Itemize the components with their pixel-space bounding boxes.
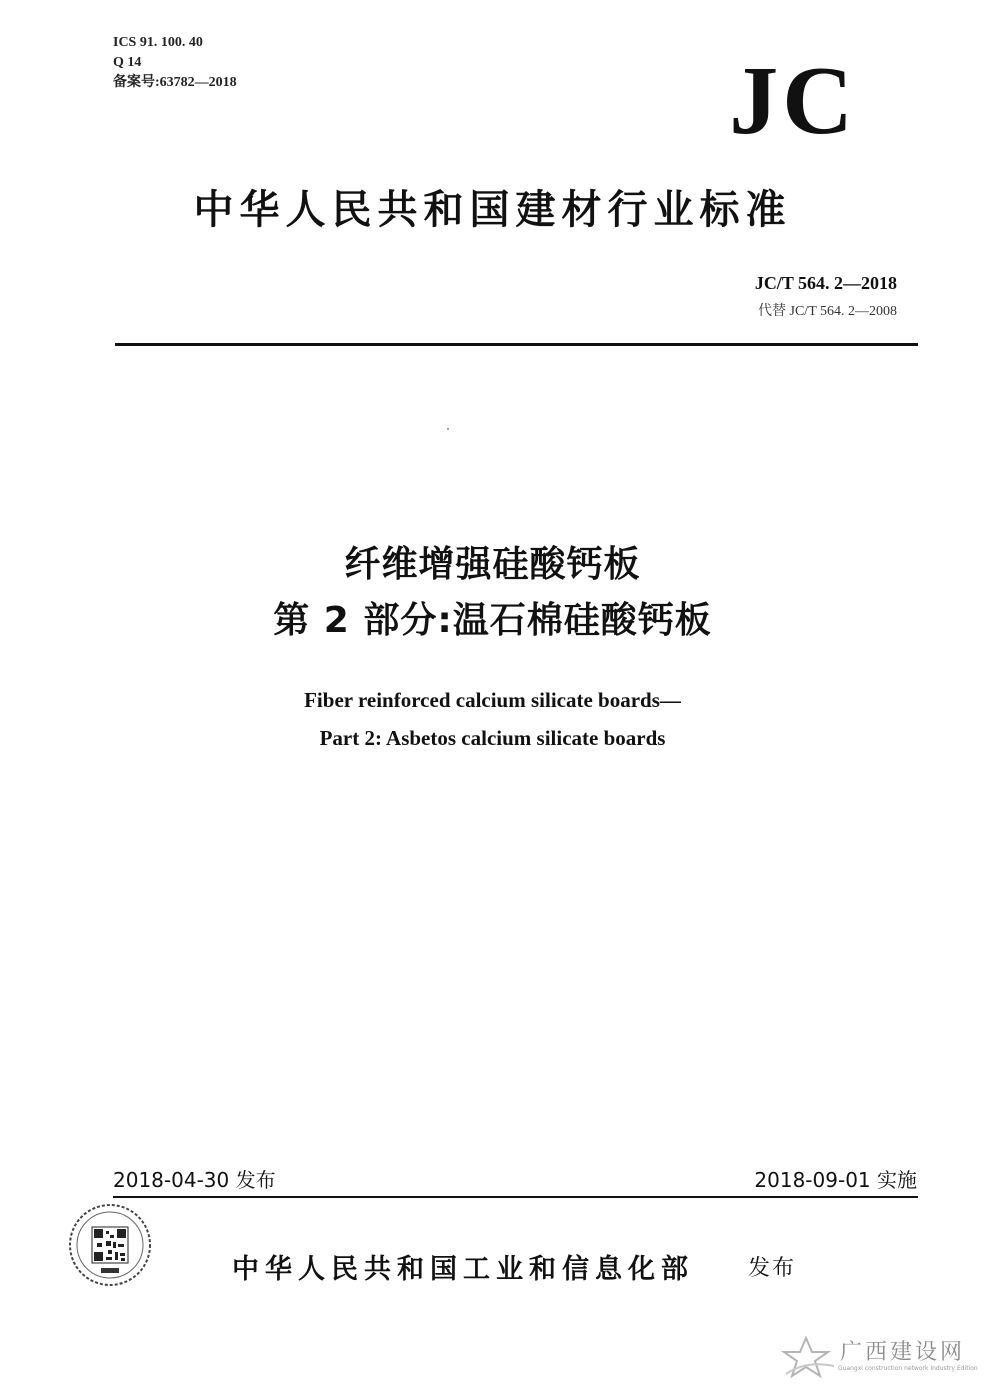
classification-block — [113, 33, 237, 93]
english-title-line-2: Part 2: Asbetos calcium silicate boards — [319, 726, 666, 750]
watermark-subtext: Guangxi construction network Industry Edition — [838, 1365, 978, 1372]
jc-logo: JC — [729, 47, 857, 155]
chinese-title-line-1: 纤维增强硅酸钙板 — [344, 544, 641, 585]
issuing-authority: 中华人民共和国工业和信息化部 — [232, 1254, 694, 1285]
english-title-line-1: Fiber reinforced calcium silicate boards— — [304, 688, 681, 712]
record-number: 备案号:63782—2018 — [113, 75, 237, 90]
standard-number-text: JC/T 564. 2—2018 — [754, 273, 897, 293]
implementation-date: 2018-09-01 实施 — [754, 1168, 917, 1192]
bottom-divider — [113, 1196, 918, 1198]
issue-date: 2018-04-30 发布 — [113, 1168, 276, 1192]
standard-number — [755, 273, 897, 294]
top-divider — [115, 343, 918, 346]
watermark-text: 广西建设网 — [840, 1340, 966, 1365]
issuing-action: 发布 — [748, 1256, 797, 1281]
class-code: Q 14 — [113, 55, 142, 70]
chinese-title-line-2: 第 2 部分:温石棉硅酸钙板 — [273, 600, 712, 641]
replaces-standard: 代替 JC/T 564. 2—2008 — [758, 304, 897, 319]
qr-stamp-icon — [65, 1200, 155, 1290]
scan-dot — [447, 428, 449, 430]
standard-category-title: 中华人民共和国建材行业标准 — [193, 187, 792, 233]
ics-code: ICS 91. 100. 40 — [113, 35, 203, 50]
